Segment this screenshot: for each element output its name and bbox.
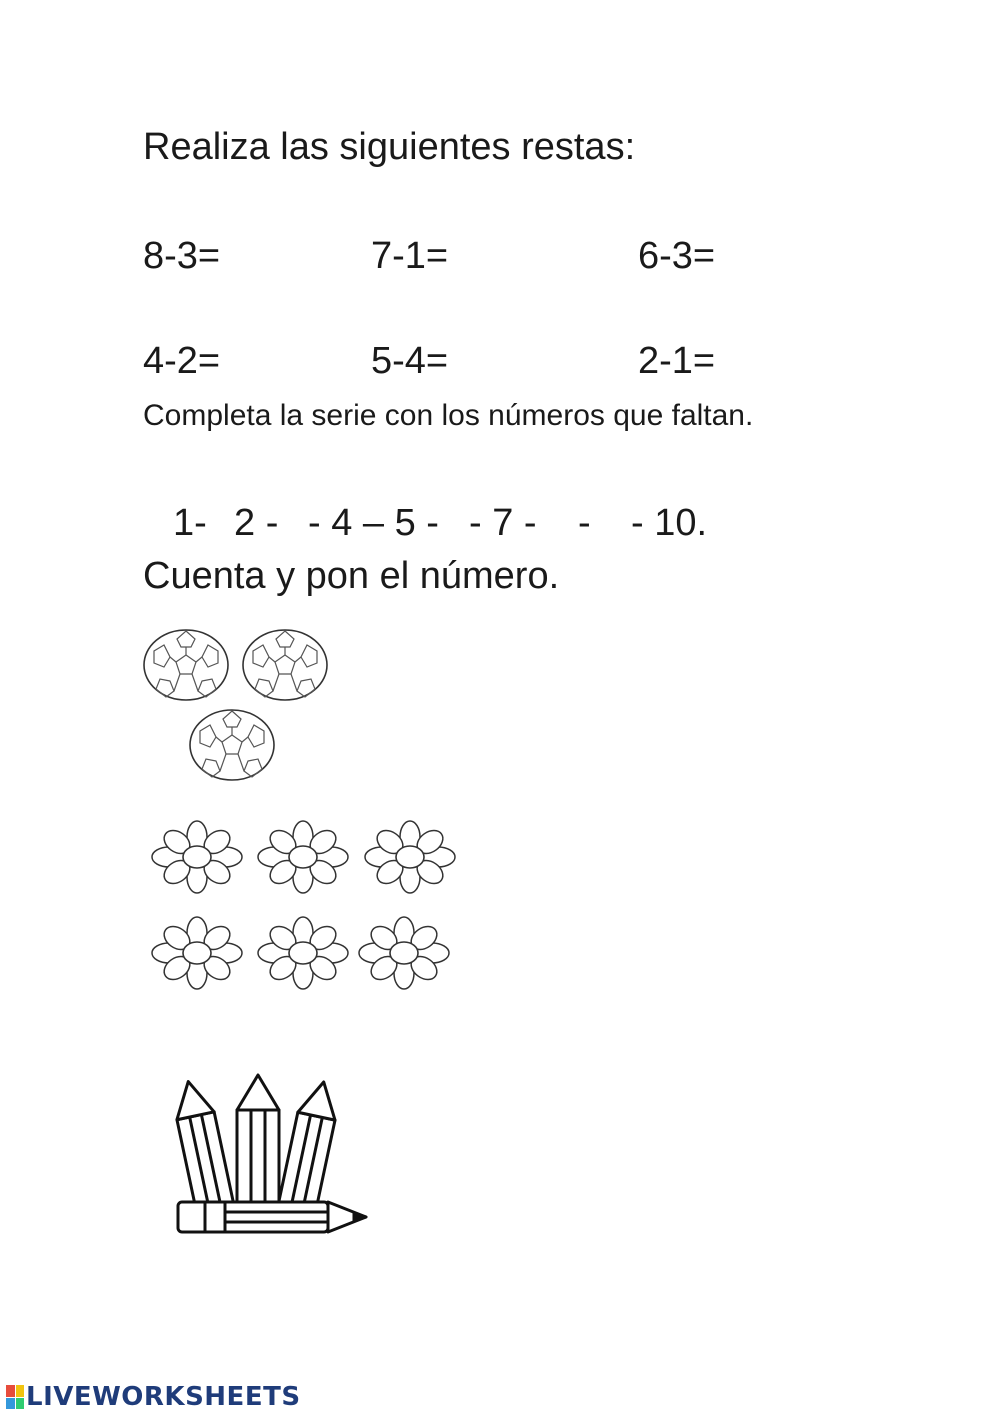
- series-instruction: Completa la serie con los números que faltan.: [143, 399, 754, 432]
- pencil: [237, 1075, 279, 1215]
- flower: [152, 821, 242, 893]
- soccer-ball: [243, 630, 327, 700]
- flower: [359, 917, 449, 989]
- problem-2: 7-1=: [371, 235, 449, 277]
- liveworksheets-logo: [6, 1382, 301, 1412]
- soccer-ball: [190, 710, 274, 780]
- subtraction-instruction: Realiza las siguientes restas:: [143, 126, 636, 168]
- series-part-2: 2 -: [234, 502, 279, 544]
- flower: [258, 917, 348, 989]
- pencil: [170, 1078, 235, 1218]
- series-part-4: - 7 -: [469, 502, 537, 544]
- flower: [365, 821, 455, 893]
- problem-5: 5-4=: [371, 340, 449, 382]
- flower: [152, 917, 242, 989]
- problem-4: 4-2=: [143, 340, 221, 382]
- pencils-group: [170, 1070, 375, 1245]
- logo-text: LIVEWORKSHEETS: [26, 1382, 301, 1412]
- series-part-5: -: [578, 502, 591, 544]
- problem-3: 6-3=: [638, 235, 716, 277]
- series-part-1: 1-: [173, 502, 207, 544]
- soccer-balls-group: [140, 625, 340, 785]
- flowers-group: [140, 815, 470, 995]
- series-part-3: - 4 – 5 -: [308, 502, 439, 544]
- problem-6: 2-1=: [638, 340, 716, 382]
- pencil: [277, 1078, 342, 1218]
- soccer-ball: [144, 630, 228, 700]
- flower: [258, 821, 348, 893]
- series-part-6: - 10.: [631, 502, 708, 544]
- problem-1: 8-3=: [143, 235, 221, 277]
- logo-blocks-icon: [6, 1385, 24, 1409]
- count-instruction: Cuenta y pon el número.: [143, 555, 560, 597]
- pencil: [178, 1202, 366, 1232]
